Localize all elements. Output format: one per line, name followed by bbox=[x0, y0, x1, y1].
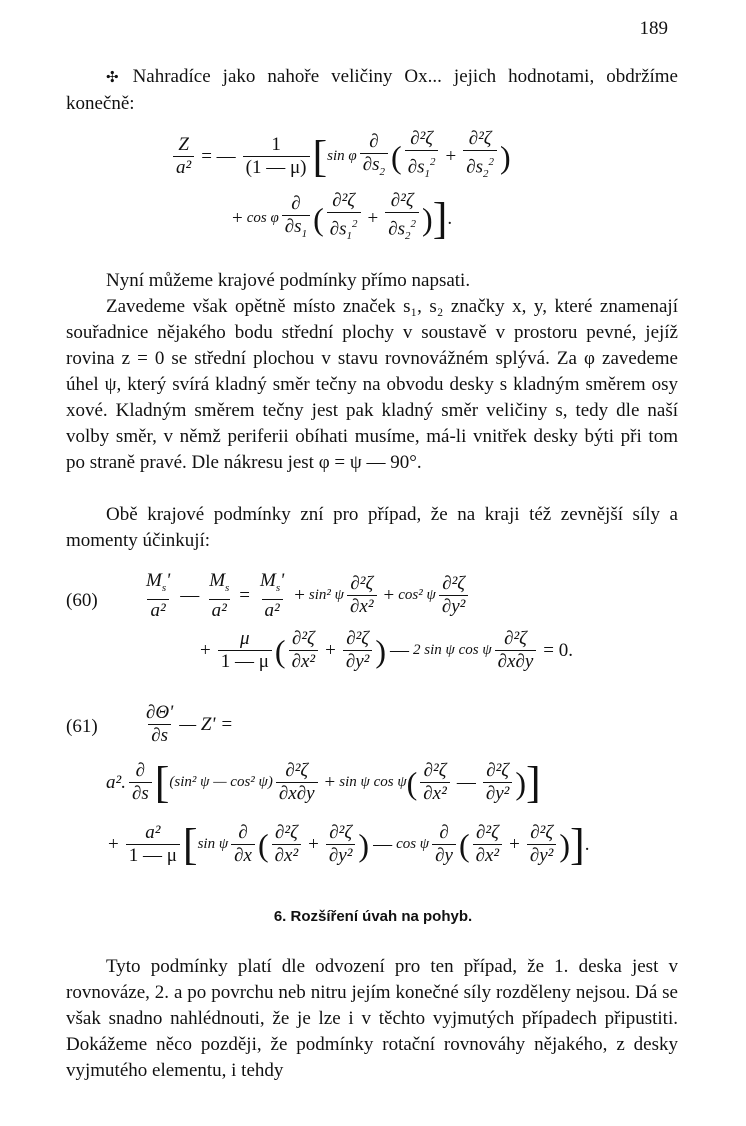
paragraph-2: Zavedeme však opětně místo značek s₁, s₂ značky x, y, které znamenají souřadnice nějakého bodu střední plochy v soustavě v prostoru pevné, jejíž rovina z = 0 se střední plochou v stavu rovnovážném splývá. Za φ zavedeme úhel ψ, který svírá kladný směr tečny na obvodu desky s kladným směrem osy xové. Kladným směrem tečny jest pak kladný směr veličiny s, tedy dle naší volby směr, v němž periferii obíhati musíme, má-li vnitřek desky býti při tom po straně pravé. Dle nákresu jest φ = ψ — 90°. bbox=[66, 296, 678, 473]
equation-60: (60) $\frac{M_s'}{\text{a²}}$ — $\frac{M_s}{\text{a²}}$ = $\frac{M_s'}{\text{a²}}$ + sin² ψ $\frac{\text{∂²ζ}}{\text{∂x²}}$ + cos² ψ $\frac{\text{∂²ζ}}{\text{∂y²}}$ + $\frac{\mu}{1 — \mu}$ ( $\frac{\text{∂²ζ}}{\text{∂x²}}$ + $\frac{\text{∂²ζ}}{\text{∂y²}}$ ) — 2 sin ψ cos ψ $\frac{\text{∂²ζ}}{\partial x\partial y}$ = 0. bbox=[66, 570, 574, 672]
main-equation: $\frac{Z}{\text{a²}}$ = — $\frac{1}{(1 — \mu)}$ [ sin φ $\frac{\partial}{\partial s_2}$ ( $\frac{\text{∂²ζ}}{\partial s_1^2}$ + $\frac{\text{∂²ζ}}{\partial s_2^2}$ ) + cos φ $\frac{\partial}{\partial s_1}$ ( $\frac{\text{∂²ζ}}{\partial s_1^2}$ + $\frac{\text{∂²ζ}}{\partial s_2^2}$ ) ] . bbox=[0, 128, 746, 258]
intro-text: Nahradíce jako nahoře veličiny Ox... jejich hodnotami, obdržíme konečně: bbox=[66, 66, 678, 114]
paragraph-4: Tyto podmínky platí dle odvození pro ten případ, že 1. deska jest v rovnováze, 2. a po povrchu neb nitru jejím konečné síly rozděleny nejsou. Dá se však snadno nahlédnouti, že je lze i v těchto vyjmutých případech připustiti. Dokážeme něco později, že podmínky rotační rovnováhy nějakého, z desky vyjmutého elementu, i tehdy bbox=[66, 956, 678, 1081]
page-number: 189 bbox=[639, 18, 668, 39]
asterism-icon: ✣ bbox=[106, 70, 119, 86]
paragraph-3: Obě krajové podmínky zní pro případ, že na kraji též zevnější síly a momenty účinkují: bbox=[66, 504, 678, 551]
intro-paragraph bbox=[66, 64, 678, 117]
equation-60-label: (60) bbox=[66, 590, 98, 611]
lhs-fraction: $\frac{Z}{\text{a²}}$ bbox=[173, 134, 194, 179]
coef-fraction: $\frac{1}{(1 — \mu)}$ bbox=[243, 134, 310, 179]
equation-61-label: (61) bbox=[66, 716, 98, 737]
section-heading: 6. Rozšíření úvah na pohyb. bbox=[273, 908, 473, 925]
equation-61: (61) $\frac{\partial\Theta'}{\partial s}$ — Z' = a². $\frac{\partial}{\partial s}$ [ (sin² ψ — cos² ψ) $\frac{\text{∂²ζ}}{\partial x\partial y}$ + sin ψ cos ψ ( $\frac{\text{∂²ζ}}{\text{∂x²}}$ — $\frac{\text{∂²ζ}}{\text{∂y²}}$ ) ] + $\frac{\text{a²}}{1 — \mu}$ [ sin ψ $\frac{\partial}{\partial x}$ ( $\frac{\text{∂²ζ}}{\text{∂x²}}$ + $\frac{\text{∂²ζ}}{\text{∂y²}}$ ) — cos ψ $\frac{\partial}{\partial y}$ ( $\frac{\text{∂²ζ}}{\text{∂x²}}$ + $\frac{\text{∂²ζ}}{\text{∂y²}}$ ) ] . bbox=[66, 702, 590, 869]
paragraph-1: Nyní můžeme krajové podmínky přímo napsati. bbox=[106, 270, 471, 291]
